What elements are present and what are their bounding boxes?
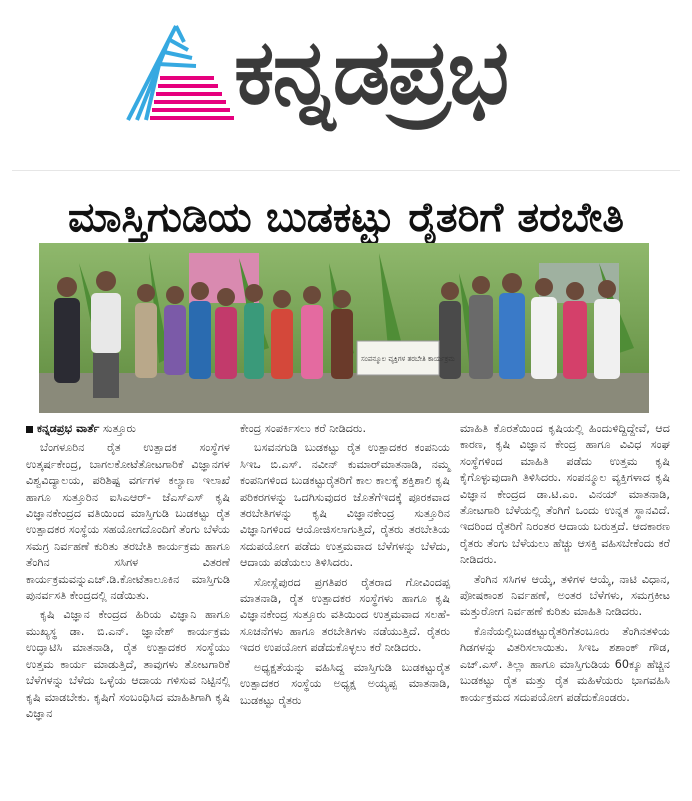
masthead-title: ಕನ್ನಡಪ್ರಭ	[234, 20, 508, 125]
paragraph: ಸೋಸ್ಲೆಪುರದ ಪ್ರಗತಿಪರ ರೈತರಾದ ಗೋವಿಂದಪ್ಪ ಮಾತನಾಡಿ, ರೈತ ಉತ್ಪಾದಕರ ಸಂಸ್ಥೆಗಳು ಹಾಗೂ ಕೃಷಿ ವಿಜ್ಞಾನಕೇಂದ್ರ ಸುತ್ತೂರು ವತಿಯಿಂದ ಉತ್ತಮವಾದ ಸಲಹೆ-ಸೂಚನೆಗಳು ಹಾಗೂ ತರಬೇತಿಗಳು ನಡೆಯುತ್ತಿದೆ. ರೈತರು ಇದರ ಉಪಯೋಗ ಪಡೆದುಕೊಳ್ಳಲು ಕರೆ ನೀಡಿದರು.	[240, 575, 450, 655]
masthead	[0, 0, 692, 150]
byline-place: ಸುತ್ತೂರು	[102, 422, 136, 435]
paragraph: ಮಾಹಿತಿ ಕೊರತೆಯಿಂದ ಕೃಷಿಯಲ್ಲಿ ಹಿಂದುಳಿದ್ದಿದ್ದೇವೆ, ಆದ ಕಾರಣ, ಕೃಷಿ ವಿಜ್ಞಾನ ಕೇಂದ್ರ ಹಾಗೂ ವಿವಿಧ ಸಂಘ ಸಂಸ್ಥೆಗಳಿಂದ ಮಾಹಿತಿ ಪಡೆದು ಉತ್ತಮ ಕೃಷಿ ಕೈಗೊಳ್ಳುವುದಾಗಿ ತಿಳಿಸಿದರು. ಸಂಪನ್ಮೂಲ ವ್ಯಕ್ತಿಗಳಾದ ಕೃಷಿ ವಿಜ್ಞಾನ ಕೇಂದ್ರದ ಡಾ.ಟಿ.ಎಂ. ವಿನಯ್ ಮಾತನಾಡಿ, ತೋಟಗಾರಿ ಬೆಳೆಯಲ್ಲಿ ತೆಂಗಿಗೆ ಒಂದು ಉನ್ನತ ಸ್ಥಾನವಿದೆ. ಇದರಿಂದ ರೈತರಿಗೆ ನಿರಂತರ ಆದಾಯ ಬರುತ್ತದೆ. ಆದಕಾರಣ ರೈತರು ತೆಂಗು ಬೆಳೆಯಲು ಹೆಚ್ಚು ಆಸಕ್ತಿ ವಹಿಸಬೇಕೆಂದು ಕರೆ ನೀಡಿದರು.	[460, 422, 670, 567]
paragraph: ಕೊನೆಯಲ್ಲಿಬುಡಕಟ್ಟುರೈತರಿಗೆತಂಬೂರು ತೆಂಗಿನತಳಿಯ ಗಿಡಗಳನ್ನು ವಿತರಿಸಲಾಯಿತು. ಸಿಇಒ ಶಶಾಂಕ್ ಗೌಡ, ಎಚ್.ಎಸ್. ತಿಲ್ಲಾ ಹಾಗೂ ಮಾಸ್ತಿಗುಡಿಯ 60ಕ್ಕೂ ಹೆಚ್ಚಿನ ಬುಡಕಟ್ಟು ರೈತ ಮತ್ತು ರೈತ ಮಹಿಳೆಯರು ಭಾಗವಹಿಸಿ ಕಾರ್ಯಕ್ರಮದ ಸದುಪಯೋಗ ಪಡೆದುಕೊಂಡರು.	[460, 624, 670, 704]
photo-illustration	[39, 243, 649, 413]
article-headline: ಮಾಸ್ತಿಗುಡಿಯ ಬುಡಕಟ್ಟು ರೈತರಿಗೆ ತರಬೇತಿ	[67, 193, 625, 241]
article-column-3	[460, 421, 670, 709]
paragraph: ಕೇಂದ್ರ ಸಂಪರ್ಕಿಸಲು ಕರೆ ನೀಡಿದರು.	[240, 422, 367, 435]
photo-banner-text: ಸಂಪನ್ಮೂಲ ವ್ಯಕ್ತಿಗಳ ತರಬೇತಿ ಕಾರ್ಯಕ್ರಮ	[361, 355, 455, 363]
article-column-1	[26, 421, 230, 725]
paragraph: ಅಧ್ಯಕ್ಷತೆಯನ್ನು ವಹಿಸಿದ್ದ ಮಾಸ್ತಿಗುಡಿ ಬುಡಕಟ್ಟುರೈತ ಉತ್ಪಾದಕರ ಸಂಸ್ಥೆಯ ಅಧ್ಯಕ್ಷ ಅಯ್ಯಪ್ಪ ಮಾತನಾಡಿ, ಬುಡಕಟ್ಟು ರೈತರು	[240, 660, 450, 707]
article-photo	[39, 243, 649, 413]
bullet-icon	[26, 426, 33, 433]
paragraph: ಬಸವನಗುಡಿ ಬುಡಕಟ್ಟು ರೈತ ಉತ್ಪಾದಕರ ಕಂಪನಿಯ ಸಿಇಒ ಬಿ.ಎಸ್. ನವೀನ್ ಕುಮಾರ್‌ಮಾತನಾಡಿ, ನಮ್ಮ ಕಂಪನಿಗಳಿಂದ ಬುಡಕಟ್ಟುರೈತರಿಗೆ ಕಾಲ ಕಾಲಕ್ಕೆ ಶಕ್ತಿಶಾಲಿ ಕೃಷಿ ಪರಿಕರಗಳನ್ನು ಒದಗಿಸುವುದರ ಜೊತೆಗೆಇದಕ್ಕೆ ಪೂರಕವಾದ ತರಬೇತಿಗಳನ್ನು ಕೃಷಿ ವಿಜ್ಞಾನಕೇಂದ್ರ ಸುತ್ತೂರಿನ ವಿಜ್ಞಾನಿಗಳಿಂದ ಆಯೋಜಿಸಲಾಗುತ್ತಿದೆ, ರೈತರು ತರಬೇತಿಯ ಸದುಪಯೋಗ ಪಡೆದು ಉತ್ತಮವಾದ ಬೆಳೆಗಳನ್ನು ಬೆಳೆದು, ಆದಾಯ ಪಡೆಯಲು ತಿಳಿಸಿದರು.	[240, 441, 450, 570]
kannadaprabha-logo-icon	[118, 22, 246, 124]
paragraph: ಬೆಂಗಳೂರಿನ ರೈತ ಉತ್ಪಾದಕ ಸಂಸ್ಥೆಗಳ ಉತ್ಕರ್ಷಕೇಂದ್ರ, ಬಾಗಲಕೋಟೆತೋಟಗಾರಿಕೆ ವಿಜ್ಞಾನಗಳ ವಿಶ್ವವಿದ್ಯಾಲಯ, ಪರಿಶಿಷ್ಟ ವರ್ಗಗಳ ಕಲ್ಯಾಣ ಇಲಾಖೆ ಹಾಗೂ ಸುತ್ತೂರಿನ ಐಸಿಎಆರ್- ಜೆಎಸ್‌ಎಸ್ ಕೃಷಿ ವಿಜ್ಞಾನಕೇಂದ್ರದ ವತಿಯಿಂದ ಮಾಸ್ತಿಗುಡಿ ಬುಡಕಟ್ಟು ರೈತ ಉತ್ಪಾದಕರ ಸಂಸ್ಥೆಯ ಸಹಯೋಗದೊಂದಿಗೆ ತೆಂಗು ಬೆಳೆಯ ಸಮಗ್ರ ನಿರ್ವಹಣೆ ಕುರಿತು ತರಬೇತಿ ಕಾರ್ಯಕ್ರಮ ಹಾಗೂ ತೆಂಗಿನ ಸಸಿಗಳ ವಿತರಣೆ ಕಾರ್ಯಕ್ರಮವನ್ನುಎಚ್.ಡಿ.ಕೋಟೆತಾಲೂಕಿನ ಮಾಸ್ತಿಗುಡಿ ಪುನರ್ವಸತಿ ಕೇಂದ್ರದಲ್ಲಿ ನಡೆಯಿತು.	[26, 441, 230, 603]
article-column-2	[240, 421, 450, 712]
byline-source: ಕನ್ನಡಪ್ರಭ ವಾರ್ತೆ	[37, 422, 100, 435]
paragraph: ಕೃಷಿ ವಿಜ್ಞಾನ ಕೇಂದ್ರದ ಹಿರಿಯ ವಿಜ್ಞಾನಿ ಹಾಗೂ ಮುಖ್ಯಸ್ಥ ಡಾ. ಬಿ.ಎನ್. ಜ್ಞಾನೇಶ್ ಕಾರ್ಯಕ್ರಮ ಉದ್ಘಾಟಿಸಿ ಮಾತನಾಡಿ, ರೈತ ಉತ್ಪಾದಕರ ಸಂಸ್ಥೆಯು ಉತ್ತಮ ಕಾರ್ಯ ಮಾಡುತ್ತಿದೆ, ತಾವುಗಳು ತೋಟಗಾರಿಕೆ ಬೆಳೆಗಳನ್ನು ಬೆಳೆದು ಒಳ್ಳೆಯ ಆದಾಯ ಗಳಿಸುವ ನಿಟ್ಟಿನಲ್ಲಿ ಕೃಷಿ ಮಾಡಬೇಕು. ಕೃಷಿಗೆ ಸಂಬಂಧಿಸಿದ ಮಾಹಿತಿಗಾಗಿ ಕೃಷಿ ವಿಜ್ಞಾನ	[26, 608, 230, 720]
byline	[26, 421, 230, 437]
news-clipping	[12, 170, 680, 801]
paragraph: ತೆಂಗಿನ ಸಸಿಗಳ ಆಯ್ಕೆ, ತಳಿಗಳ ಆಯ್ಕೆ, ನಾಟಿ ವಿಧಾನ, ಪೋಷಕಾಂಶ ನಿರ್ವಹಣೆ, ಅಂತರ ಬೆಳೆಗಳು, ಸಮಗ್ರಕೀಟ ಮತ್ತುರೋಗ ನಿರ್ವಹಣೆ ಕುರಿತು ಮಾಹಿತಿ ನೀಡಿದರು.	[460, 572, 670, 619]
